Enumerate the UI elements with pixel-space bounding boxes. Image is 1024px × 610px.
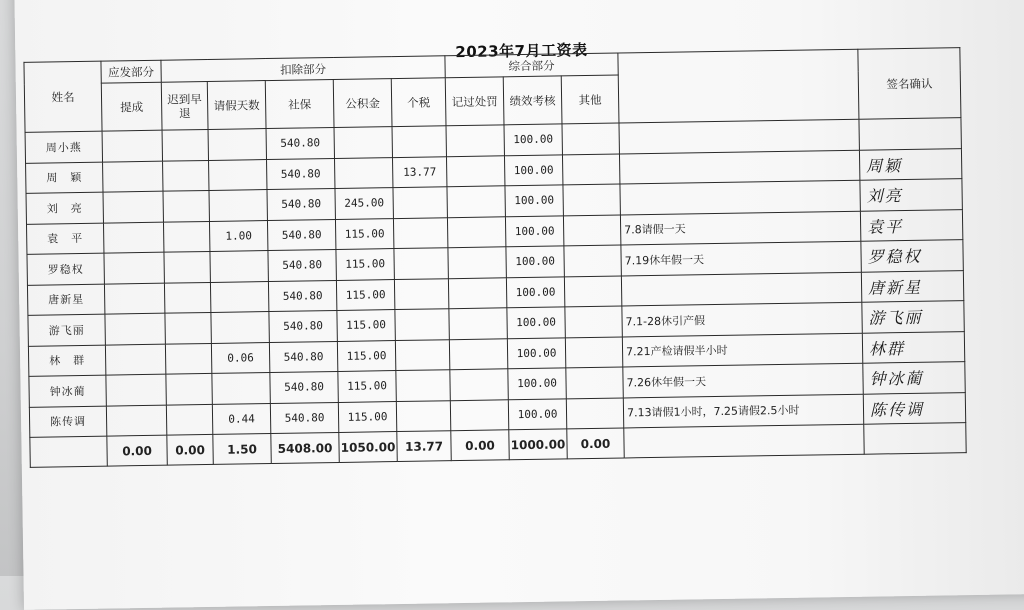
row-perf: 100.00: [507, 307, 565, 338]
row-commission: [105, 344, 165, 375]
header-group-misc: 综合部分: [445, 53, 618, 78]
row-other: [564, 275, 621, 306]
row-name: 唐新星: [27, 284, 104, 316]
total-leave: 1.50: [213, 434, 271, 465]
row-late: [163, 190, 209, 221]
row-signature: 周颖: [859, 148, 961, 180]
salary-table: [23, 47, 966, 468]
row-penalty: [447, 186, 505, 217]
header-late: 迟到早退: [161, 81, 208, 130]
row-signature: 刘亮: [860, 179, 962, 211]
row-commission: [104, 252, 164, 283]
row-late: [165, 343, 211, 374]
row-other: [563, 215, 620, 246]
row-perf: 100.00: [504, 124, 562, 155]
row-signature: 罗稳权: [861, 240, 963, 272]
row-leave: 1.00: [209, 220, 267, 251]
row-note: 7.13请假1小时，7.25请假2.5小时: [623, 394, 863, 428]
total-penalty: 0.00: [451, 430, 509, 461]
row-tax: [394, 248, 448, 279]
total-tax: 13.77: [397, 431, 451, 462]
row-other: [562, 123, 619, 154]
row-fund: 115.00: [337, 310, 395, 341]
row-fund: 115.00: [335, 218, 393, 249]
row-fund: 245.00: [335, 188, 393, 219]
row-social: 540.80: [269, 341, 337, 373]
row-leave: [210, 251, 268, 282]
row-tax: [393, 187, 447, 218]
row-perf: 100.00: [505, 215, 563, 246]
row-penalty: [449, 308, 507, 339]
row-note: 7.1-28休引产假: [622, 302, 862, 336]
row-name: 钟冰蔺: [29, 375, 106, 407]
row-perf: 100.00: [508, 398, 566, 429]
row-penalty: [447, 216, 505, 247]
row-social: 540.80: [267, 188, 335, 220]
header-note: [618, 49, 859, 123]
row-leave: [212, 373, 270, 404]
row-fund: 115.00: [336, 279, 394, 310]
row-fund: [334, 127, 392, 158]
row-perf: 100.00: [506, 276, 564, 307]
row-late: [163, 221, 209, 252]
row-name: 游飞丽: [28, 314, 105, 346]
total-fund: 1050.00: [339, 432, 397, 463]
header-social: 社保: [265, 79, 334, 128]
header-commission: 提成: [101, 82, 162, 131]
row-other: [566, 397, 623, 428]
row-social: 540.80: [268, 280, 336, 312]
row-note: [621, 272, 861, 306]
row-commission: [102, 130, 162, 161]
row-tax: [396, 400, 450, 431]
row-signature: 钟冰蔺: [863, 362, 965, 394]
row-name: 袁 平: [26, 223, 103, 255]
row-other: [565, 306, 622, 337]
row-fund: [334, 157, 392, 188]
row-penalty: [450, 369, 508, 400]
row-name: 刘 亮: [26, 192, 103, 224]
row-other: [562, 154, 619, 185]
header-leave-days: 请假天数: [207, 81, 266, 130]
row-commission: [103, 222, 163, 253]
total-note: [624, 424, 864, 458]
row-leave: 0.06: [211, 342, 269, 373]
row-social: 540.80: [270, 402, 338, 434]
row-name: 周 颖: [26, 162, 103, 194]
row-perf: 100.00: [504, 154, 562, 185]
row-tax: [395, 339, 449, 370]
row-note: [619, 150, 859, 184]
row-late: [163, 160, 209, 191]
row-leave: 0.44: [212, 403, 270, 434]
row-signature: 林群: [862, 331, 964, 363]
row-penalty: [450, 399, 508, 430]
row-note: 7.21产检请假半小时: [622, 333, 862, 367]
total-late: 0.00: [167, 434, 213, 465]
row-social: 540.80: [266, 127, 334, 159]
row-late: [166, 404, 212, 435]
row-other: [563, 184, 620, 215]
header-group-deduct: 扣除部分: [161, 56, 445, 82]
header-other: 其他: [561, 75, 619, 124]
row-penalty: [446, 155, 504, 186]
row-late: [162, 129, 208, 160]
row-signature: 袁平: [860, 209, 962, 241]
total-perf: 1000.00: [509, 429, 567, 460]
paper-sheet: [14, 0, 1024, 610]
row-note: 7.8请假一天: [620, 211, 860, 245]
row-leave: [210, 281, 268, 312]
row-tax: [394, 278, 448, 309]
row-perf: 100.00: [506, 246, 564, 277]
row-commission: [105, 313, 165, 344]
row-late: [164, 251, 210, 282]
row-other: [565, 336, 622, 367]
row-perf: 100.00: [508, 368, 566, 399]
row-late: [164, 282, 210, 313]
header-perf: 绩效考核: [503, 76, 562, 125]
row-tax: [393, 217, 447, 248]
header-tax: 个税: [391, 78, 446, 127]
row-leave: [208, 129, 266, 160]
row-social: 540.80: [267, 158, 335, 190]
row-leave: [209, 159, 267, 190]
header-name: 姓名: [24, 61, 102, 132]
row-note: 7.19休年假一天: [621, 241, 861, 275]
row-perf: 100.00: [507, 337, 565, 368]
row-name: 林 群: [28, 345, 105, 377]
row-fund: 115.00: [336, 249, 394, 280]
header-group-pay: 应发部分: [101, 60, 161, 83]
row-name: 周小燕: [25, 131, 102, 163]
row-tax: [395, 309, 449, 340]
row-fund: 115.00: [338, 371, 396, 402]
row-social: 540.80: [270, 371, 338, 403]
row-social: 540.80: [269, 310, 337, 342]
row-note: [619, 119, 859, 153]
total-signature: [864, 423, 966, 455]
header-penalty: 记过处罚: [445, 77, 504, 126]
total-social: 5408.00: [271, 432, 339, 463]
total-other: 0.00: [567, 428, 624, 459]
row-leave: [211, 312, 269, 343]
row-leave: [209, 190, 267, 221]
row-late: [165, 312, 211, 343]
header-fund: 公积金: [333, 79, 392, 128]
row-note: 7.26休年假一天: [623, 363, 863, 397]
row-fund: 115.00: [337, 340, 395, 371]
row-penalty: [448, 247, 506, 278]
row-commission: [103, 161, 163, 192]
row-penalty: [446, 125, 504, 156]
row-other: [564, 245, 621, 276]
row-signature: 游飞丽: [862, 301, 964, 333]
row-late: [166, 373, 212, 404]
row-name: 罗稳权: [27, 253, 104, 285]
row-commission: [104, 283, 164, 314]
row-social: 540.80: [268, 249, 336, 281]
total-label: [30, 436, 107, 467]
row-signature: 唐新星: [861, 270, 963, 302]
row-tax: [392, 126, 446, 157]
row-name: 陈传调: [29, 406, 106, 438]
row-tax: [396, 370, 450, 401]
row-commission: [106, 374, 166, 405]
row-signature: [859, 118, 961, 150]
row-other: [566, 367, 623, 398]
row-penalty: [448, 277, 506, 308]
total-commission: 0.00: [107, 435, 167, 466]
row-commission: [106, 405, 166, 436]
row-tax: 13.77: [392, 156, 446, 187]
row-note: [620, 180, 860, 214]
row-perf: 100.00: [505, 185, 563, 216]
sheet-title: 2023年7月工资表: [455, 41, 588, 62]
row-signature: 陈传调: [863, 392, 965, 424]
row-penalty: [449, 338, 507, 369]
header-signature: 签名确认: [858, 48, 961, 120]
row-social: 540.80: [267, 219, 335, 251]
row-fund: 115.00: [338, 401, 396, 432]
row-commission: [103, 191, 163, 222]
